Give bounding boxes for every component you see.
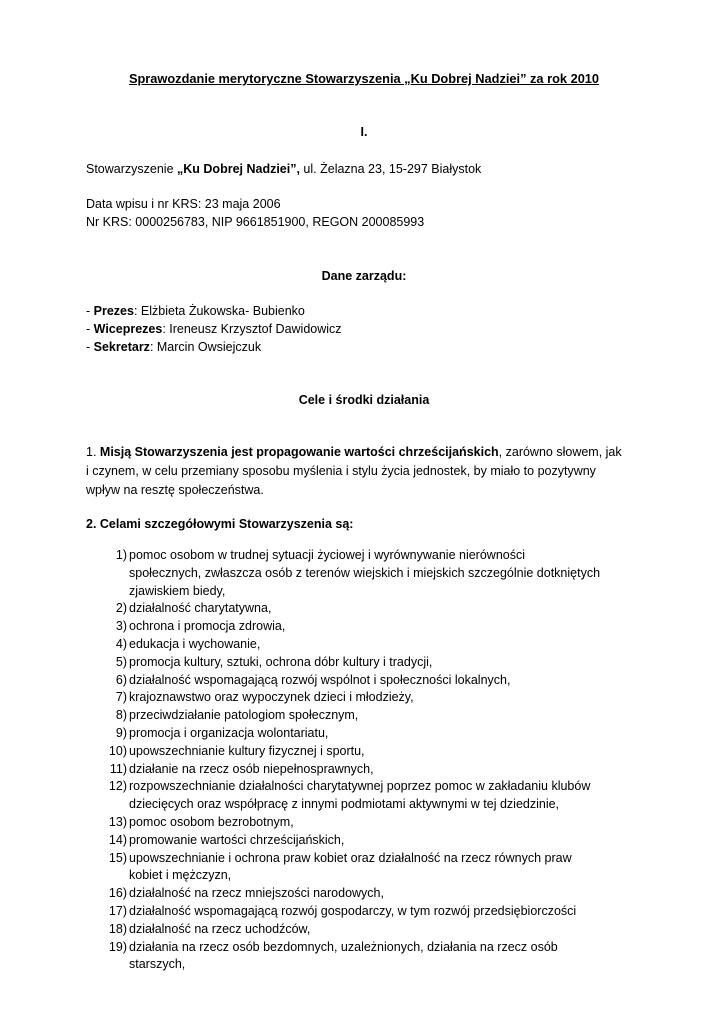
goal-item bbox=[86, 618, 642, 636]
mission-bold: Misją Stowarzyszenia jest propagowanie wartości chrześcijańskich bbox=[99, 445, 499, 459]
goal-item bbox=[86, 547, 642, 600]
board-dash: - bbox=[86, 340, 94, 354]
board-dash: - bbox=[86, 304, 94, 318]
goal-text-line: starszych, bbox=[129, 957, 186, 972]
board-role: Wiceprezes bbox=[93, 322, 163, 336]
goal-text-line: działalność na rzecz mniejszości narodowych, bbox=[129, 886, 384, 901]
goal-number: 16) bbox=[108, 886, 127, 901]
goal-text-line: edukacja i wychowanie, bbox=[129, 636, 261, 651]
board-name: : Ireneusz Krzysztof Dawidowicz bbox=[162, 322, 342, 336]
board-member-vice-president bbox=[86, 320, 342, 338]
goal-number: 8) bbox=[115, 708, 127, 723]
goal-text-line: działalność na rzecz uchodźców, bbox=[129, 921, 311, 936]
goal-item bbox=[86, 654, 642, 672]
goals-list bbox=[86, 547, 642, 974]
goal-number: 15) bbox=[108, 850, 127, 865]
board-member-president bbox=[86, 302, 305, 320]
goal-number: 18) bbox=[108, 921, 127, 936]
mission-number: 1. bbox=[86, 445, 100, 459]
goal-item bbox=[86, 600, 642, 618]
goal-text-line: promocja kultury, sztuki, ochrona dóbr kultury i tradycji, bbox=[129, 654, 433, 669]
goal-number: 14) bbox=[108, 832, 127, 847]
org-prefix: Stowarzyszenie bbox=[86, 162, 178, 176]
goal-number: 17) bbox=[108, 903, 127, 918]
goal-number: 5) bbox=[115, 654, 127, 669]
goal-item bbox=[86, 885, 642, 903]
goal-number: 1) bbox=[115, 548, 127, 562]
mission-line-3: wpływ na resztę społeczeństwa. bbox=[86, 483, 264, 497]
goal-number: 4) bbox=[115, 636, 127, 651]
organization-line bbox=[86, 160, 481, 178]
goal-text-line: działalność charytatywna, bbox=[129, 601, 272, 616]
mission-line-2: i czynem, w celu przemiany sposobu myślenia i stylu życia jednostek, by miało to pozytywny bbox=[86, 464, 596, 478]
goal-text-line: przeciwdziałanie patologiom społecznym, bbox=[129, 708, 359, 723]
goal-number: 6) bbox=[115, 672, 127, 687]
goal-item bbox=[86, 761, 642, 779]
detailed-goals-heading: 2. Celami szczegółowymi Stowarzyszenia są: bbox=[86, 517, 354, 531]
goal-number: 13) bbox=[108, 814, 127, 829]
goal-text-line: promocja i organizacja wolontariatu, bbox=[129, 725, 329, 740]
goal-number: 10) bbox=[108, 743, 127, 758]
goal-text-line: upowszechnianie kultury fizycznej i sportu, bbox=[129, 743, 365, 758]
section-number: I. bbox=[360, 125, 368, 139]
goal-text-line: ochrona i promocja zdrowia, bbox=[129, 619, 286, 634]
board-name: : Elżbieta Żukowska- Bubienko bbox=[133, 304, 305, 318]
goal-item bbox=[86, 707, 642, 725]
goal-item bbox=[86, 939, 642, 975]
goal-text-line: pomoc osobom w trudnej sytuacji życiowej i wyrównywanie nierówności bbox=[129, 548, 525, 562]
goal-item bbox=[86, 778, 642, 814]
goal-text-line: działania na rzecz osób bezdomnych, uzależnionych, działania na rzecz osób bbox=[129, 939, 558, 954]
board-heading: Dane zarządu: bbox=[321, 269, 407, 283]
krs-numbers: Nr KRS: 0000256783, NIP 9661851900, REGON 200085993 bbox=[86, 215, 425, 229]
goal-item bbox=[86, 743, 642, 761]
board-name: : Marcin Owsiejczuk bbox=[149, 340, 262, 354]
goal-item bbox=[86, 725, 642, 743]
goal-text-line: społecznych, zwłaszcza osób z terenów wiejskich i miejskich szczególnie dotkniętych bbox=[129, 565, 601, 580]
goal-item bbox=[86, 814, 642, 832]
goal-text-line: promowanie wartości chrześcijańskich, bbox=[129, 832, 345, 847]
krs-date: Data wpisu i nr KRS: 23 maja 2006 bbox=[86, 197, 281, 211]
goal-number: 12) bbox=[108, 779, 127, 794]
goal-text-line: działalność wspomagającą rozwój wspólnot i społeczności lokalnych, bbox=[129, 672, 511, 687]
document-title: Sprawozdanie merytoryczne Stowarzyszenia „Ku Dobrej Nadziei” za rok 2010 bbox=[128, 71, 600, 86]
goal-item bbox=[86, 850, 642, 886]
goal-text-line: krajoznawstwo oraz wypoczynek dzieci i młodzieży, bbox=[129, 690, 414, 705]
goal-item bbox=[86, 921, 642, 939]
goal-text-line: rozpowszechnianie działalności charytatywnej poprzez pomoc w zakładaniu klubów bbox=[129, 779, 591, 794]
org-address: ul. Żelazna 23, 15-297 Białystok bbox=[299, 162, 482, 176]
mission-rest: , zarówno słowem, jak bbox=[498, 445, 622, 459]
board-dash: - bbox=[86, 322, 94, 336]
goal-item bbox=[86, 903, 642, 921]
goal-text-line: upowszechnianie i ochrona praw kobiet oraz działalność na rzecz równych praw bbox=[129, 850, 572, 865]
goals-heading: Cele i środki działania bbox=[298, 393, 430, 407]
goal-item bbox=[86, 636, 642, 654]
goal-text-line: działanie na rzecz osób niepełnosprawnych, bbox=[129, 761, 374, 776]
mission-line-1 bbox=[86, 443, 622, 461]
goal-number: 7) bbox=[115, 690, 127, 705]
org-name: „Ku Dobrej Nadziei”, bbox=[177, 162, 300, 176]
goal-number: 3) bbox=[115, 619, 127, 634]
board-role: Sekretarz bbox=[93, 340, 150, 354]
board-role: Prezes bbox=[93, 304, 134, 318]
goal-text-line: kobiet i mężczyzn, bbox=[129, 868, 232, 883]
goal-text-line: pomoc osobom bezrobotnym, bbox=[129, 814, 294, 829]
goal-number: 11) bbox=[109, 761, 127, 776]
goal-item bbox=[86, 689, 642, 707]
goal-text-line: działalność wspomagającą rozwój gospodarczy, w tym rozwój przedsiębiorczości bbox=[129, 903, 577, 918]
goal-item bbox=[86, 672, 642, 690]
board-member-secretary bbox=[86, 338, 261, 356]
goal-item bbox=[86, 832, 642, 850]
goal-number: 9) bbox=[115, 725, 127, 740]
goal-number: 19) bbox=[108, 939, 127, 954]
goal-number: 2) bbox=[115, 601, 127, 616]
goal-text-line: dziecięcych oraz współpracę z innymi podmiotami aktywnymi w tej dziedzinie, bbox=[129, 797, 560, 812]
goal-text-line: zjawiskiem biedy, bbox=[129, 583, 226, 598]
